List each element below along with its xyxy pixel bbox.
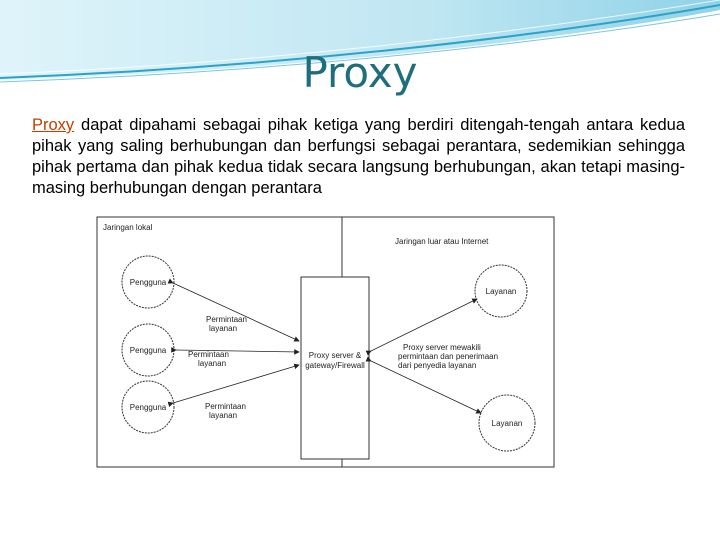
paragraph-text: dapat dipahami sebagai pihak ketiga yang berdiri ditengah-tengah antara kedua pihak yang saling berhubungan dan berfungsi sebagai perantara, sedemikian sehingga pihak pertama dan pihak kedua tidak secara langsung berhubungan, akan tetapi masing-masing berhubungan dengan perantara — [32, 116, 685, 197]
request-label: layanan — [209, 411, 238, 420]
service-label: Layanan — [485, 287, 517, 296]
external-network-label: Jaringan luar atau Internet — [395, 237, 489, 246]
proxy-note-line1: Proxy server mewakili — [403, 343, 481, 352]
request-label: layanan — [198, 359, 227, 368]
proxy-note-line3: dari penyedia layanan — [398, 361, 477, 370]
proxy-label-line2: gateway/Firewall — [305, 361, 365, 370]
slide-title: Proxy — [302, 48, 418, 97]
service-label: Layanan — [491, 419, 523, 428]
local-network-label: Jaringan lokal — [103, 223, 153, 232]
request-label: Permintaan — [206, 315, 247, 324]
request-label: layanan — [209, 324, 238, 333]
user-label: Pengguna — [129, 278, 167, 287]
proxy-label-line1: Proxy server & — [308, 351, 362, 360]
proxy-diagram — [93, 213, 558, 473]
proxy-note-line2: permintaan dan penerimaan — [398, 352, 499, 361]
request-label: Permintaan — [188, 350, 229, 359]
request-arrow — [173, 365, 299, 403]
proxy-keyword-link[interactable]: Proxy — [32, 116, 75, 134]
intro-paragraph — [32, 115, 685, 199]
user-label: Pengguna — [129, 346, 167, 355]
user-label: Pengguna — [129, 403, 167, 412]
request-label: Permintaan — [205, 402, 246, 411]
